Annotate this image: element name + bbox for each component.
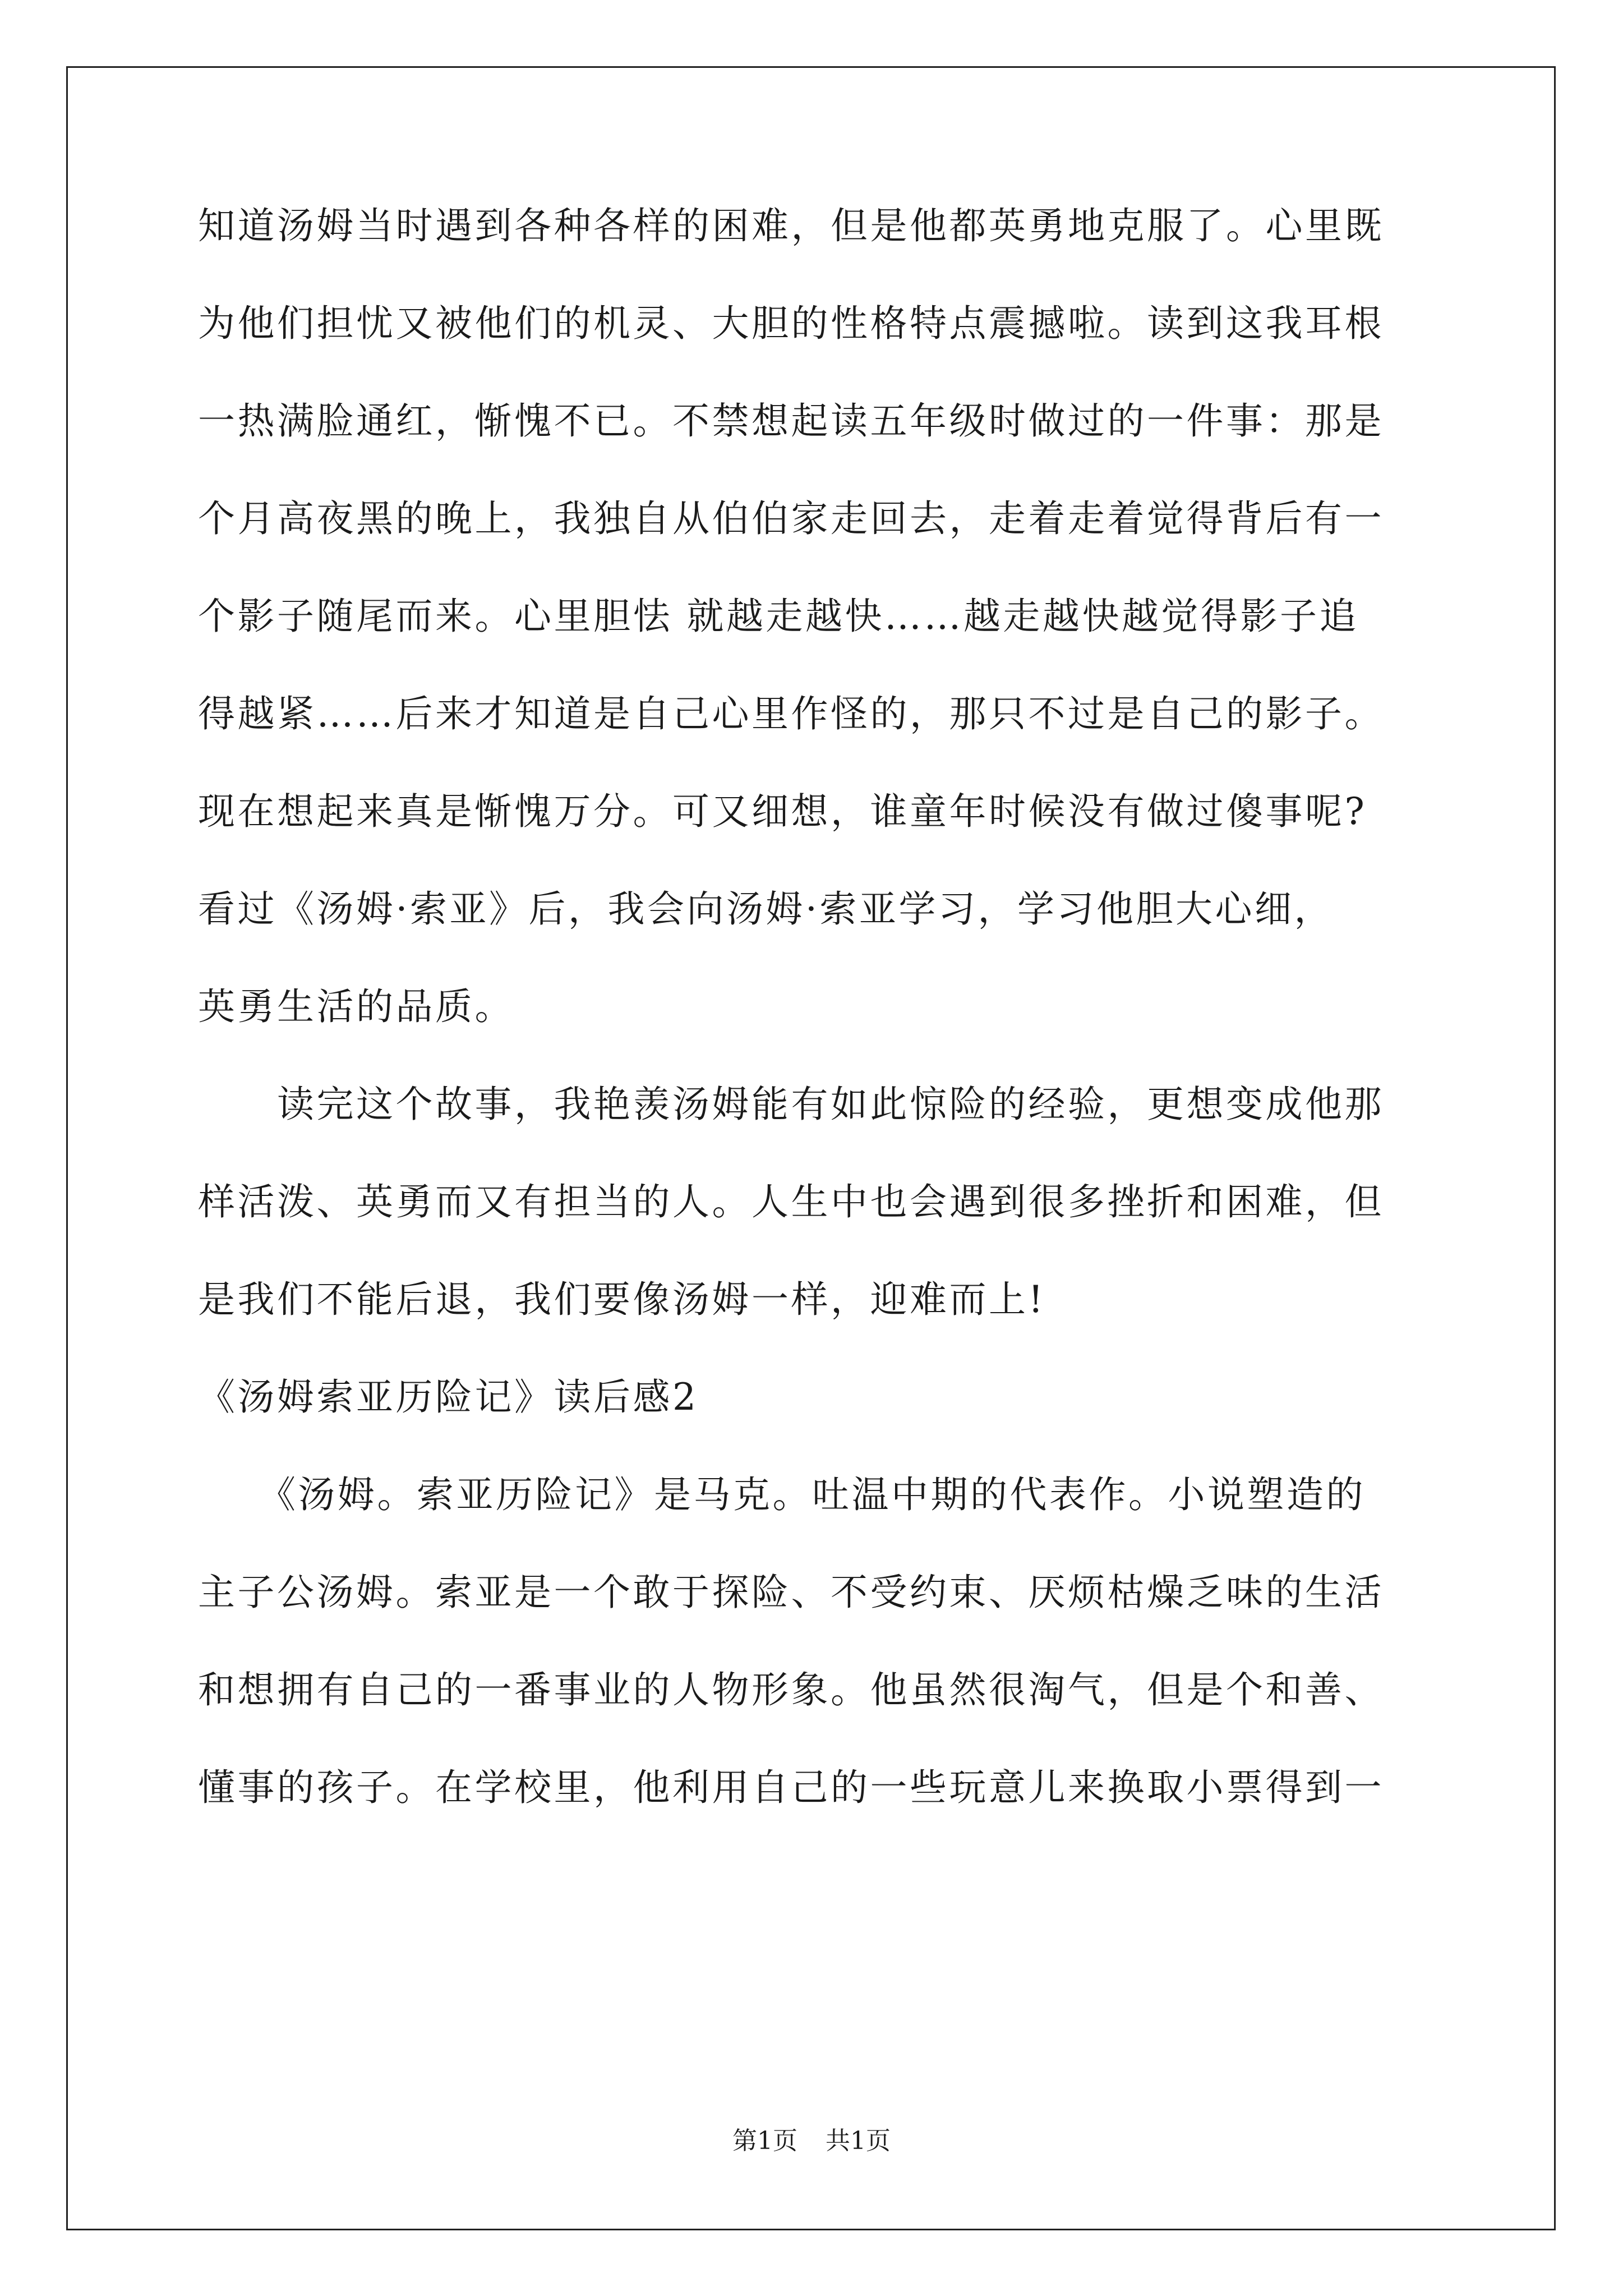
text-line: 个影子随尾而来。心里胆怯 就越走越快……越走越快越觉得影子追 — [198, 595, 1359, 638]
text-line: 主子公汤姆。索亚是一个敢于探险、不受约束、厌烦枯燥乏味的生活 — [198, 1571, 1384, 1614]
text-line: 个月高夜黑的晚上，我独自从伯伯家走回去，走着走着觉得背后有一 — [198, 497, 1384, 540]
text-line: 样活泼、英勇而又有担当的人。人生中也会遇到很多挫折和困难，但 — [198, 1180, 1384, 1223]
text-line: 懂事的孩子。在学校里，他利用自己的一些玩意儿来换取小票得到一 — [198, 1766, 1384, 1809]
text-line: 读完这个故事，我艳羡汤姆能有如此惊险的经验，更想变成他那 — [198, 1083, 1384, 1126]
text-line: 《汤姆。索亚历险记》是马克。吐温中期的代表作。小说塑造的 — [198, 1473, 1366, 1516]
text-line: 是我们不能后退，我们要像汤姆一样，迎难而上! — [198, 1278, 1046, 1321]
text-line: 现在想起来真是惭愧万分。可又细想，谁童年时候没有做过傻事呢? — [198, 790, 1367, 833]
text-line: 一热满脸通红，惭愧不已。不禁想起读五年级时做过的一件事：那是 — [198, 399, 1384, 443]
text-line: 英勇生活的品质。 — [198, 985, 514, 1028]
page-number: 第1页 — [732, 2127, 797, 2155]
page-total: 共1页 — [826, 2127, 891, 2155]
page-footer — [0, 2129, 1623, 2154]
text-line: 为他们担忧又被他们的机灵、大胆的性格特点震撼啦。读到这我耳根 — [198, 302, 1384, 345]
text-line: 得越紧……后来才知道是自己心里作怪的，那只不过是自己的影子。 — [198, 692, 1384, 735]
text-line: 知道汤姆当时遇到各种各样的困难，但是他都英勇地克服了。心里既 — [198, 204, 1384, 247]
text-line: 看过《汤姆·索亚》后，我会向汤姆·索亚学习，学习他胆大心细， — [198, 887, 1334, 931]
section-heading: 《汤姆索亚历险记》读后感2 — [198, 1375, 699, 1419]
page-border — [66, 66, 1556, 2230]
text-line: 和想拥有自己的一番事业的人物形象。他虽然很淘气，但是个和善、 — [198, 1668, 1384, 1711]
